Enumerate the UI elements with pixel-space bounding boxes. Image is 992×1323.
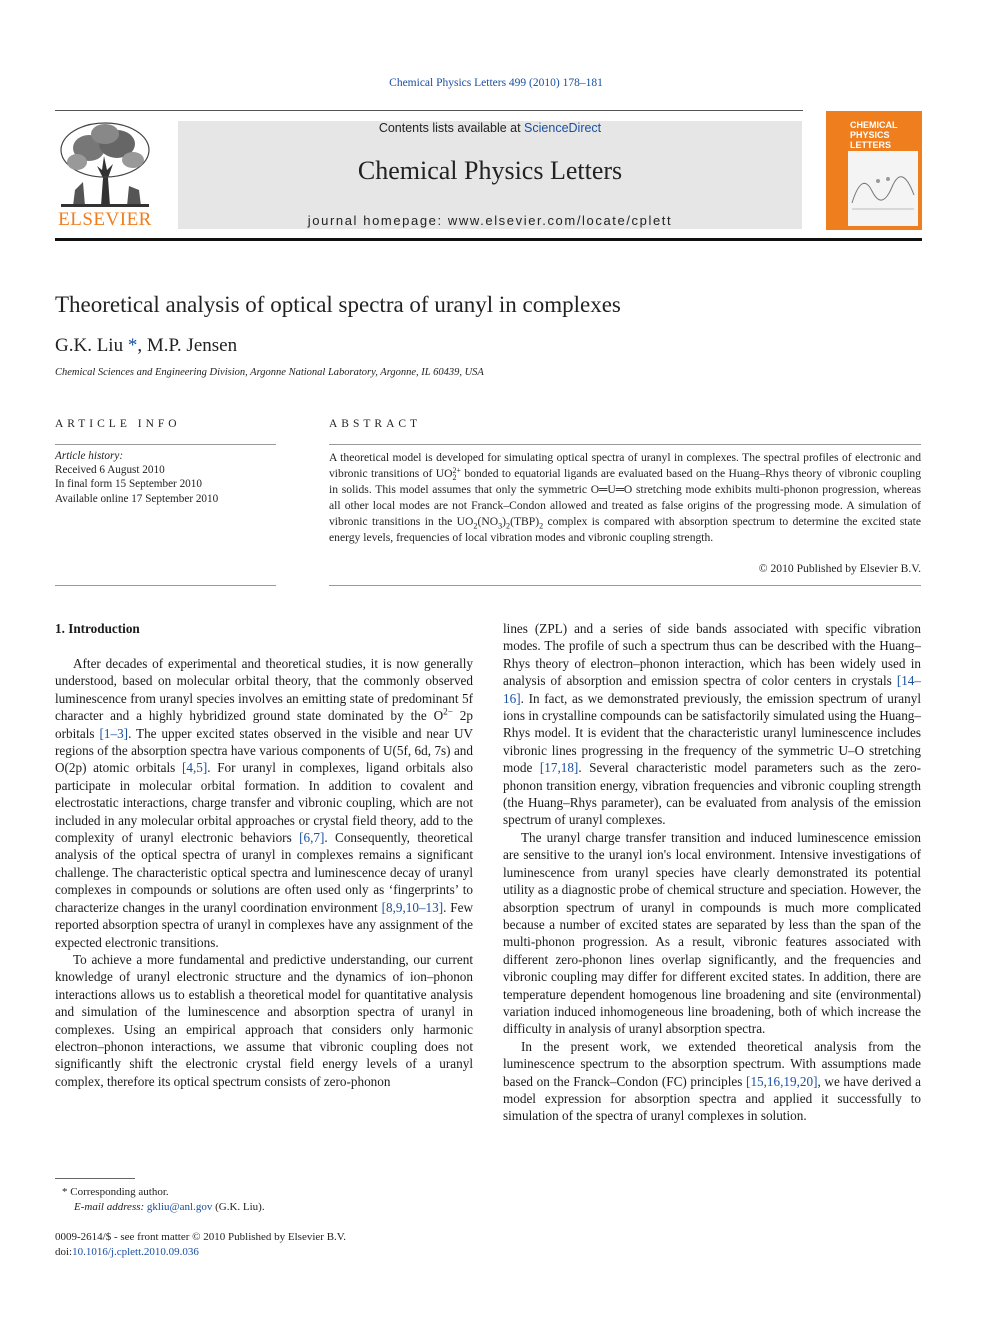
p3-text-b: . In fact, as we demonstrated previously, the emission spectrum of uranyl ions in crystalline compounds can be satisfactorily simulated using the Huang–Rhys model. It is evident that the characteristic uranyl luminescence includes vibronic lines progressing in the frequency of the symmetric U–O stretching mode	[503, 690, 921, 776]
author-2[interactable]: M.P. Jensen	[146, 335, 238, 356]
journal-title: Chemical Physics Letters	[357, 156, 623, 185]
abstract-sub-2: 2	[473, 521, 478, 531]
elsevier-wordmark: ELSEVIER	[58, 209, 152, 230]
intro-paragraph-3: The uranyl charge transfer transition and induced luminescence emission are sensitive to the uranyl ion's local environment. Intensive investigations of luminescence from uranyl species have clearly demonstrated its potential utility as a diagnostic probe of chemical structure and speciation. However, the absorption spectrum of uranyl in compounds is much more complicated because a number of excited states are separated by less than the span of the multi-phonon progression. As a result, vibronic features associated with different zero-phonon lines overlap significantly, and the frequencies and vibronic coupling may differ for different excited states. In addition, there are temperature dependent homogenous line broadening and site (environmental) variation induced inhomogeneous line broadening, both of which increase the difficulty in analysis of uranyl absorption spectra.	[503, 829, 921, 1037]
doi-prefix: doi:	[55, 1245, 73, 1258]
abstract-text	[329, 450, 921, 546]
citation-link[interactable]: [1–3]	[99, 725, 129, 741]
abstract-seg-2: bonded to equatorial ligands are evaluated based on the Huang–Rhys theory of vibronic coupling in solids. This model assumes that only the symmetric O═U═O stretching mode exhibits multi-phonon progression, whereas all other local modes are not Franck–Condon allowed and treated as false origins of the progressing mode. A simulation of vibronic transitions in the UO	[329, 467, 922, 528]
body-left-column	[55, 655, 473, 1090]
cover-title-line-1: CHEMICAL	[850, 120, 898, 130]
intro-paragraph-2-cont	[503, 620, 921, 829]
citation-link[interactable]: [4,5]	[181, 760, 208, 776]
p1-text-c: . The upper excited states observed in the visible and near UV regions of the absorption spectra have various components of U(5f, 6d, 7s) and O(2p) atomic orbitals	[55, 725, 473, 776]
p3-text-a: lines (ZPL) and a series of side bands associated with specific vibration modes. The profile of such a spectrum thus can be described with the Huang–Rhys theory of electron–phonon interaction, which has been widely used in analysis of absorption and emission spectra of color centers in crystals	[503, 621, 921, 689]
journal-homepage	[178, 213, 802, 228]
abstract-sub-4: 2	[506, 521, 511, 531]
p3-text-c: . Several characteristic model parameters such as the zero-phonon transition energy, vibration frequencies and vibronic coupling strength (the Huang–Rhys parameter), can be evaluated from analysis of the emission spectrum of uranyl complexes.	[503, 760, 921, 828]
elsevier-logo	[55, 120, 155, 232]
header-rule	[55, 110, 803, 111]
citation-link[interactable]: [6,7]	[299, 830, 325, 846]
author-separator: ,	[137, 335, 147, 356]
sciencedirect-link[interactable]: ScienceDirect	[524, 121, 602, 135]
author-list	[55, 335, 237, 357]
intro-paragraph-4	[503, 1038, 921, 1125]
journal-cover-image	[826, 111, 922, 230]
history-online: Available online 17 September 2010	[55, 492, 219, 505]
footnote-mark: *	[62, 1186, 68, 1198]
header-thick-rule	[55, 238, 922, 241]
article-history	[55, 449, 276, 506]
front-matter-info	[55, 1230, 473, 1259]
history-received: Received 6 August 2010	[55, 464, 165, 477]
cover-title	[850, 120, 898, 150]
intro-paragraph-1	[55, 655, 473, 951]
citation-link[interactable]: [14–16]	[503, 673, 921, 706]
abstract-bottom-rule	[329, 585, 921, 586]
journal-reference[interactable]: Chemical Physics Letters 499 (2010) 178–181	[389, 77, 603, 89]
corresponding-author-mark[interactable]: *	[127, 335, 138, 356]
homepage-link[interactable]: www.elsevier.com/locate/cplett	[447, 213, 673, 228]
body-right-column	[503, 620, 921, 1125]
author-email-link[interactable]: gkliu@anl.gov	[146, 1200, 213, 1213]
cover-figure-icon	[848, 151, 918, 226]
p1-text-a: After decades of experimental and theoretical studies, it is now generally understood, based on molecular orbital theory, that the commonly observed luminescence from uranyl species involves an emitting state of predominant 5f character and a highly hybridized ground state dominated by the O	[55, 656, 473, 724]
section-heading-introduction: 1. Introduction	[55, 621, 140, 636]
article-info-label: ARTICLE INFO	[55, 418, 181, 430]
abstract-seg-3: (NO	[477, 515, 499, 528]
author-1[interactable]: G.K. Liu	[55, 335, 124, 356]
article-info-bottom-rule	[55, 585, 276, 586]
p5-text-b: , we have derived a model expression for absorption spectra and applied it successfully to simulation of the spectra of uranyl complexes in solution.	[503, 1073, 921, 1124]
abstract-seg-1: A theoretical model is developed for simulating optical spectra of uranyl in complexes. The spectral profiles of electronic and vibronic transitions of UO	[329, 451, 921, 480]
abstract-copyright: © 2010 Published by Elsevier B.V.	[758, 562, 921, 575]
abstract-seg-6: complex is compared with absorption spectrum to determine the excited state energy levels, frequencies of local vibration modes and vibronic coupling strength.	[329, 515, 921, 544]
abstract-sub-3: 3	[498, 521, 503, 531]
footnote-rule	[55, 1178, 135, 1179]
cover-title-line-3: LETTERS	[850, 140, 892, 150]
footnote-corresponding: Corresponding author.	[70, 1186, 169, 1198]
footnote	[55, 1185, 473, 1214]
citation-link[interactable]: [8,9,10–13]	[381, 899, 444, 915]
contents-line	[178, 121, 802, 135]
footnote-email-suffix: (G.K. Liu).	[212, 1200, 265, 1213]
abstract-sub-1: 2	[452, 473, 457, 483]
p5-text-a: In the present work, we extended theoretical analysis from the luminescence spectrum to the absorption spectrum. With assumptions made based on the Franck–Condon (FC) principles	[503, 1038, 921, 1089]
cover-title-line-2: PHYSICS	[850, 130, 890, 140]
p1-text-b: 2p orbitals	[55, 708, 473, 741]
abstract-sub-5: 2	[539, 521, 544, 531]
article-title: Theoretical analysis of optical spectra of uranyl in complexes	[55, 292, 621, 317]
p1-text-e: . Consequently, theoretical analysis of the optical spectra of uranyl in complexes remains a significant challenge. The characteristic optical spectra and luminescence decay of uranyl complexes in compounds or solutions are often used only as ‘fingerprints’ to characterize changes in the uranyl coordination environment	[55, 830, 473, 915]
abstract-seg-4: )	[502, 515, 507, 528]
citation-link[interactable]: [15,16,19,20]	[746, 1073, 818, 1089]
footnote-email-label: E-mail address:	[74, 1200, 145, 1213]
history-label: Article history:	[55, 450, 124, 462]
intro-paragraph-2: To achieve a more fundamental and predictive understanding, our current knowledge of uranyl electronic structure and the dynamics of ion–phonon interactions allows us to establish a theoretical model for quantitative analysis and simulation of the luminescence and absorption spectra of uranyl in complexes. Using an empirical approach that considers only harmonic electron–phonon interactions, we assume that vibronic coupling does not significantly shift the electronic crystal field energy levels of a uranyl complex, therefore its optical spectrum consists of zero-phonon	[55, 951, 473, 1089]
author-affiliation: Chemical Sciences and Engineering Division, Argonne National Laboratory, Argonne, IL 60439, USA	[55, 367, 484, 378]
p1-text-d: . For uranyl in complexes, ligand orbitals also participate in molecular orbital formation. In addition to covalent and electrostatic interactions, charge transfer and vibronic coupling, which are not included in any molecular orbital approaches or crystal field theory, add to the complexity of uranyl electronic behaviors	[55, 760, 473, 846]
article-info-rule	[55, 444, 276, 445]
doi-link[interactable]: 10.1016/j.cplett.2010.09.036	[72, 1245, 199, 1258]
p1-text-f: . Few reported absorption spectra of uranyl in complexes have any assignment of the expected electronic transitions.	[55, 899, 473, 950]
cover-figure	[848, 151, 918, 226]
abstract-rule	[329, 444, 921, 445]
citation-link[interactable]: [17,18]	[539, 760, 579, 776]
history-final-form: In final form 15 September 2010	[55, 478, 202, 491]
abstract-label: ABSTRACT	[329, 418, 422, 430]
contents-prefix: Contents lists available at	[378, 121, 525, 135]
p1-sup: 2−	[443, 706, 453, 717]
issn-line: 0009-2614/$ - see front matter © 2010 Published by Elsevier B.V.	[55, 1231, 347, 1243]
abstract-sup-charge: 2+	[452, 466, 461, 476]
homepage-prefix: journal homepage:	[307, 213, 448, 228]
abstract-seg-5: (TBP)	[510, 515, 540, 528]
